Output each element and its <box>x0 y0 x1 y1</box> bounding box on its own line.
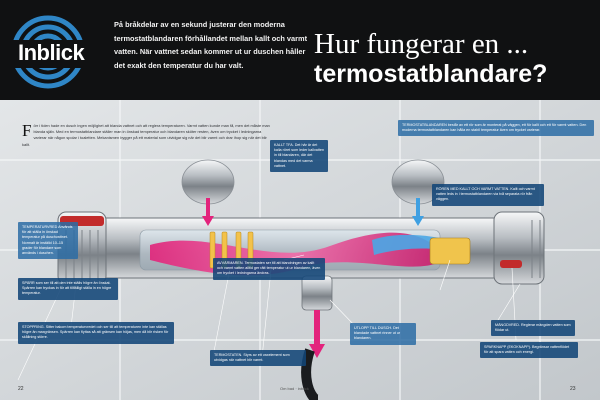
headline-line-2: termostatblandare? <box>314 60 548 88</box>
article-body <box>22 123 274 148</box>
label-termostatblandaren: TERMOSTATBLANDAREN består av ett rör som är monterat på väggen, ett för kallt och ett för varmt vatten. Den moderna termostatblandaren kan hålla en stabil temperatur även om trycket varierar. <box>398 120 594 136</box>
label-stoppring: STOPPRING. Sitter bakom temperaturvredet och ser till att temperaturen inte kan ställas högre än maxgränsen. Spärren kan flyttas så att gränsen kan höjas, men då blir risken för skållning större. <box>18 322 174 344</box>
label-temperaturvred: TEMPERATURVRED Används för att ställa in önskad temperatur på duschvattnet. Normalt är inställd 10–15 grader för blandare som används i duschen. <box>18 222 78 259</box>
logo-text: Inblick <box>18 40 85 65</box>
headline-line-1: Hur fungerar en ... <box>314 28 529 60</box>
intro-text: På bråkdelar av en sekund justerar den moderna termostatblandaren förhållandet mellan kallt och varmt vatten. När vattnet sedan kommer ut ur duschen håller det exakt den temperatur du har valt. <box>114 20 308 70</box>
page-number-right: 23 <box>570 386 576 392</box>
label-kallt: KALLT TFA. Det här är det kalla röret som leder kallvatten in till blandaren, där det blandas med det varma vattnet. <box>270 140 328 172</box>
label-sparr: SPÄRR som ser till att den inte ställs högre än önskat. Spärren kan tryckas in för att tillfälligt ställa in en högre temperatur. <box>18 278 118 300</box>
dropcap: F <box>22 121 32 140</box>
article-body-text: örr i tiden hade en dusch ingen möjlighet att blanda vattnet och att reglera temperaturen. Varmt vatten kunde man få, men det måste man blanda själv. Med en termostatblandare ställer man in önskad temperatur och blandaren sköter resten, även om trycket i ledningarna varierar när någon spolar i toaletten. Mekanismen bygger på ett material som utvidgar sig när det blir varmt och drar ihop sig när det blir kallt. <box>22 123 270 147</box>
label-ror: RÖREN MED KALLT OCH VARMT VATTEN. Kallt och varmt vatten leds in i termostatblandaren via två separata rör från väggen. <box>432 184 544 206</box>
label-sparknapp: SPARKNAPP (EKOKNAPP). Begränsar vattenflödet för att spara vatten och energi. <box>480 342 578 358</box>
label-mangdvred: MÄNGDVRED. Reglerar mängden vatten som flödar ut. <box>491 320 575 336</box>
folio: Om bad · inblick <box>280 386 309 391</box>
headline <box>314 28 599 88</box>
label-utlopp: UTLOPP TILL DUSCH. Det blandade vattnet rinner ut ur blandaren. <box>350 323 416 345</box>
label-termostaten: TERMOSTATEN. Styrs av ett vaxelement som utvidgas när vattnet blir varmt. <box>210 350 306 366</box>
article-header <box>0 0 600 100</box>
label-avarmaren: AVVÄRMAREN. Termostaten ser till att blandningen av kallt och varmt vatten alltid ger rätt temperatur ut ur blandaren, även om trycket i ledningarna ändras. <box>213 258 325 280</box>
page-number-left: 22 <box>18 386 24 392</box>
